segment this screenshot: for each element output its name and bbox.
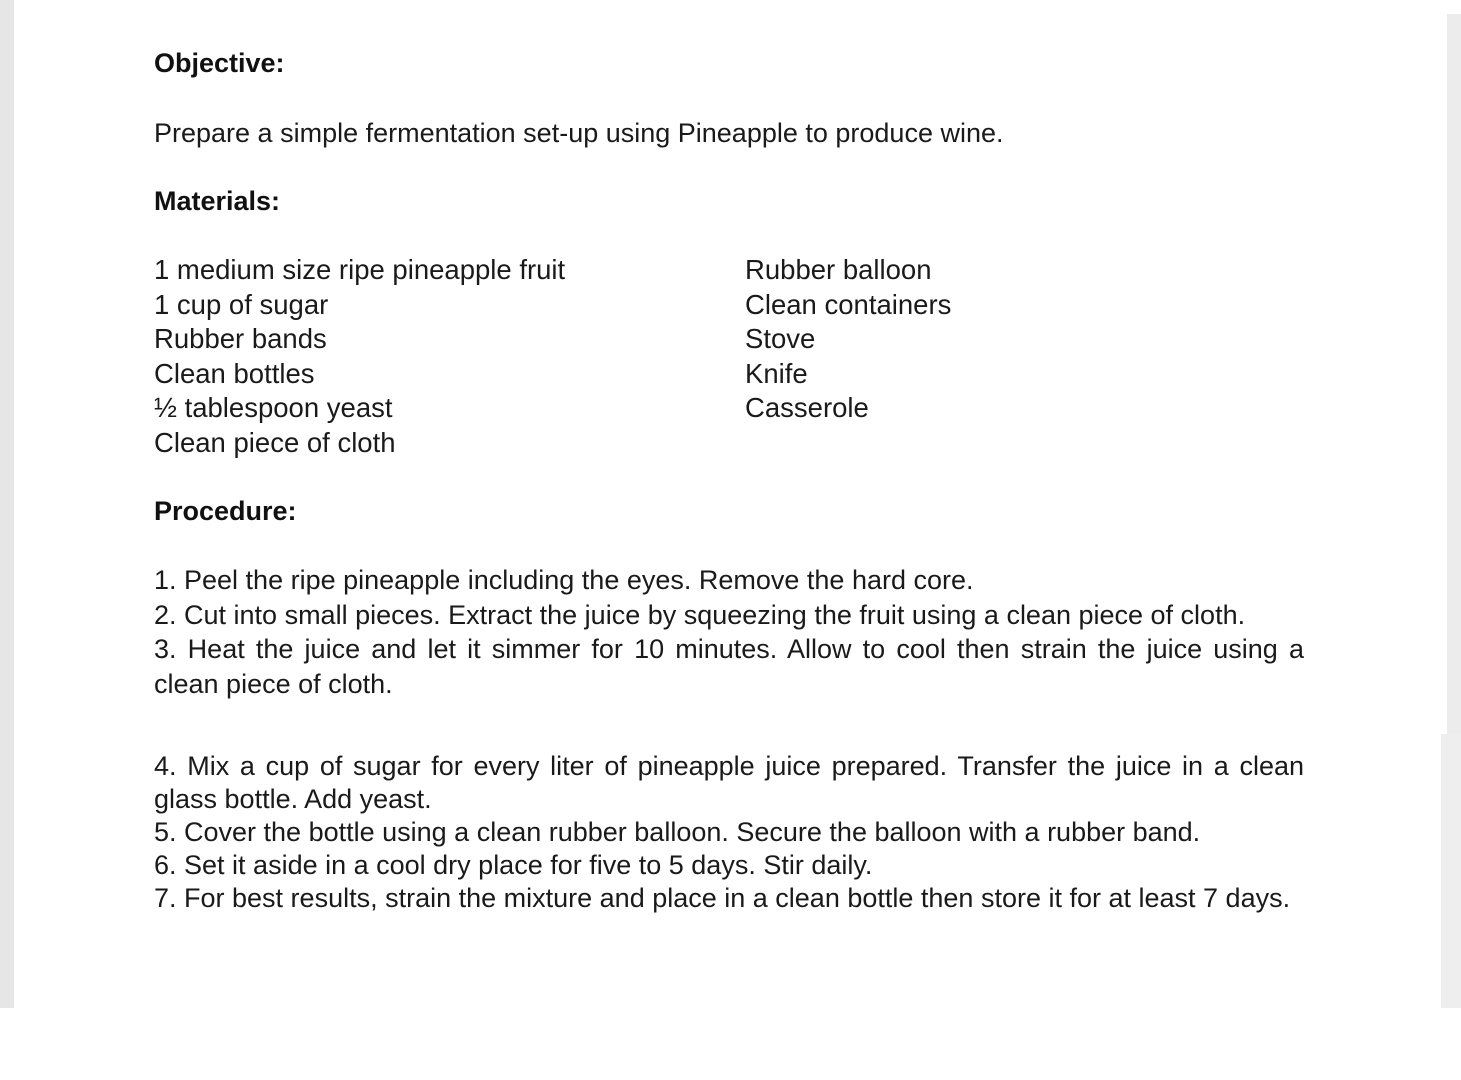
material-item: Clean containers: [745, 288, 952, 320]
procedure-step: 2. Cut into small pieces. Extract the juice by squeezing the fruit using a clean piece of cloth.: [154, 599, 1246, 630]
objective-heading: Objective:: [154, 48, 285, 78]
materials-list-right: [745, 253, 951, 426]
material-item: ½ tablespoon yeast: [154, 392, 393, 424]
material-item: Clean piece of cloth: [154, 426, 396, 458]
materials-list-left: [154, 253, 565, 461]
procedure-step: 7. For best results, strain the mixture and place in a clean bottle then store it for at least 7 days.: [154, 883, 1291, 913]
page-edge-right-bottom: [1441, 734, 1461, 1008]
material-item: Casserole: [745, 392, 869, 424]
material-item: Rubber bands: [154, 323, 327, 355]
material-item: 1 cup of sugar: [154, 288, 329, 320]
procedure-step: 3. Heat the juice and let it simmer for 10 minutes. Allow to cool then strain the juice using a clean piece of cloth.: [154, 634, 1304, 699]
procedure-step: 4. Mix a cup of sugar for every liter of pineapple juice prepared. Transfer the juice in a clean glass bottle. Add yeast.: [154, 751, 1304, 814]
procedure-steps-part-2: [154, 750, 1304, 915]
material-item: Rubber balloon: [745, 254, 932, 285]
procedure-step: 1. Peel the ripe pineapple including the eyes. Remove the hard core.: [154, 565, 974, 595]
material-item: Clean bottles: [154, 357, 315, 389]
procedure-step: 6. Set it aside in a cool dry place for five to 5 days. Stir daily.: [154, 850, 873, 880]
objective-text: Prepare a simple fermentation set-up using Pineapple to produce wine.: [154, 118, 1004, 148]
material-item: Knife: [745, 357, 808, 389]
material-item: Stove: [745, 323, 816, 355]
page-edge-right-top: [1447, 14, 1461, 770]
procedure-step: 5. Cover the bottle using a clean rubber balloon. Secure the balloon with a rubber band.: [154, 817, 1201, 847]
procedure-heading: Procedure:: [154, 496, 297, 526]
page-edge-left: [0, 0, 14, 1008]
materials-heading: Materials:: [154, 186, 281, 216]
material-item: 1 medium size ripe pineapple fruit: [154, 254, 566, 285]
procedure-steps-part-1: [154, 563, 1304, 701]
